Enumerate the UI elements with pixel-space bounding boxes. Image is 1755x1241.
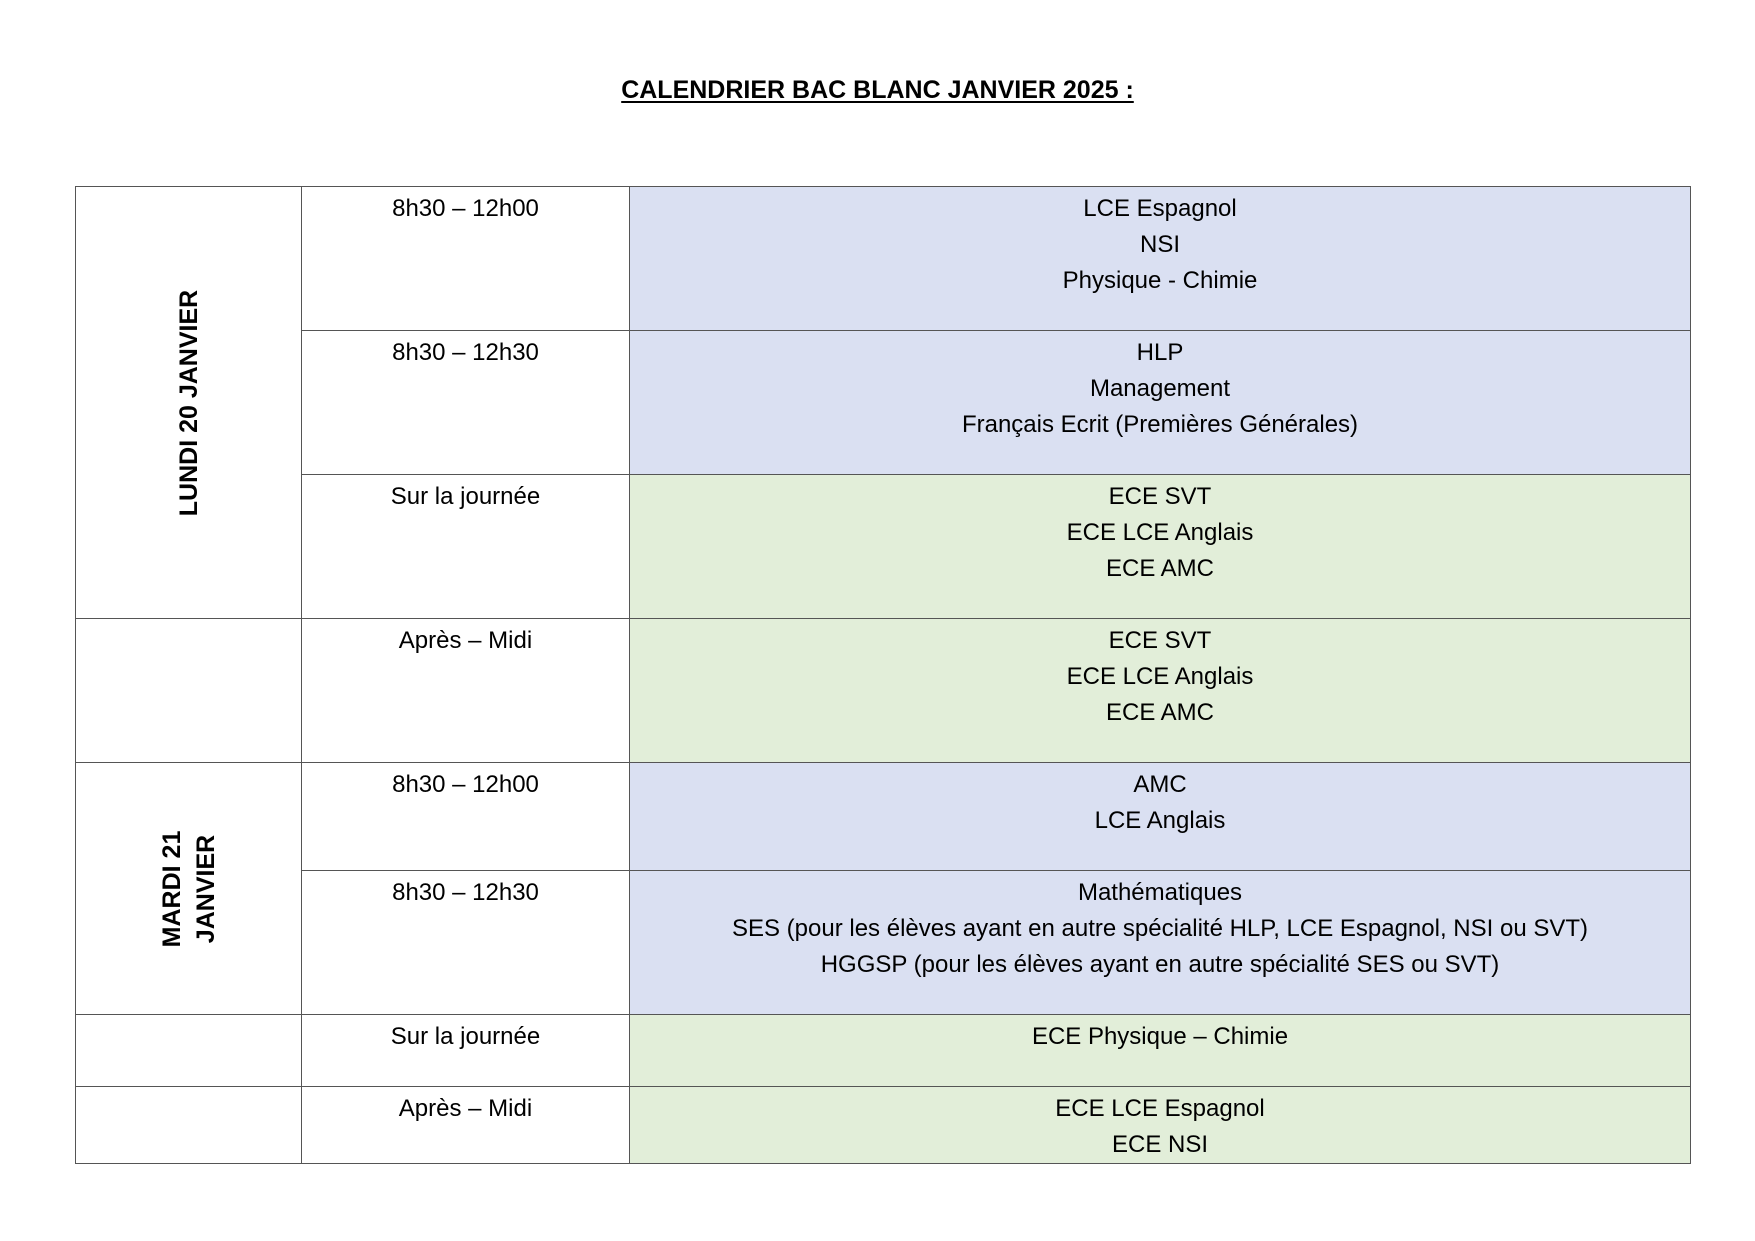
subject: HGGSP (pour les élèves ayant en autre spécialité SES ou SVT) bbox=[820, 951, 1500, 978]
time-cell: Sur la journée bbox=[302, 475, 630, 619]
time-cell: 8h30 – 12h30 bbox=[302, 871, 630, 1015]
table-row bbox=[76, 1087, 1691, 1164]
day-cell-empty bbox=[76, 619, 302, 763]
subject: ECE AMC bbox=[1105, 555, 1215, 582]
subject: ECE Physique – Chimie bbox=[1031, 1023, 1289, 1050]
subjects-cell bbox=[630, 475, 1691, 619]
subject: AMC bbox=[1133, 771, 1187, 798]
day-cell-empty bbox=[76, 1087, 302, 1164]
subject: LCE Espagnol bbox=[1083, 195, 1237, 222]
day-cell-tuesday bbox=[76, 763, 302, 1015]
time-cell: Après – Midi bbox=[302, 619, 630, 763]
subject: Physique - Chimie bbox=[1062, 267, 1258, 294]
subjects-cell bbox=[630, 1087, 1691, 1164]
day-cell-empty bbox=[76, 1015, 302, 1087]
subject: ECE AMC bbox=[1105, 699, 1215, 726]
subjects-cell bbox=[630, 187, 1691, 331]
time-cell: 8h30 – 12h00 bbox=[302, 187, 630, 331]
subject: ECE LCE Anglais bbox=[1066, 663, 1254, 690]
time-cell: 8h30 – 12h30 bbox=[302, 331, 630, 475]
table-row bbox=[76, 619, 1691, 763]
subject: HLP bbox=[1136, 339, 1184, 366]
time-cell: Après – Midi bbox=[302, 1087, 630, 1164]
subject: NSI bbox=[1139, 231, 1180, 258]
subject: Français Ecrit (Premières Générales) bbox=[961, 411, 1359, 438]
subjects-cell bbox=[630, 1015, 1691, 1087]
subjects-cell bbox=[630, 619, 1691, 763]
day-label-tuesday-line1: MARDI 21 bbox=[157, 830, 186, 947]
day-cell-monday bbox=[76, 187, 302, 619]
subject: Mathématiques bbox=[1077, 879, 1243, 906]
subject: SES (pour les élèves ayant en autre spécialité HLP, LCE Espagnol, NSI ou SVT) bbox=[731, 915, 1589, 942]
table-row bbox=[76, 763, 1691, 871]
table-row bbox=[76, 475, 1691, 619]
subject: LCE Anglais bbox=[1094, 807, 1226, 834]
subject: ECE SVT bbox=[1108, 627, 1212, 654]
subject: ECE LCE Anglais bbox=[1066, 519, 1254, 546]
subjects-cell bbox=[630, 331, 1691, 475]
title-text: CALENDRIER BAC BLANC JANVIER 2025 : bbox=[621, 76, 1134, 104]
subject: Management bbox=[1089, 375, 1231, 402]
day-label-monday: LUNDI 20 JANVIER bbox=[174, 289, 203, 516]
subject: ECE NSI bbox=[1111, 1131, 1209, 1158]
table-row bbox=[76, 1015, 1691, 1087]
subjects-cell bbox=[630, 871, 1691, 1015]
time-cell: Sur la journée bbox=[302, 1015, 630, 1087]
day-label-tuesday-line2: JANVIER bbox=[191, 834, 220, 943]
table-row bbox=[76, 871, 1691, 1015]
exam-schedule-table bbox=[75, 186, 1691, 1164]
subject: ECE LCE Espagnol bbox=[1055, 1095, 1265, 1122]
table-row bbox=[76, 331, 1691, 475]
time-cell: 8h30 – 12h00 bbox=[302, 763, 630, 871]
page-title bbox=[0, 76, 1755, 105]
table-row bbox=[76, 187, 1691, 331]
subjects-cell bbox=[630, 763, 1691, 871]
subject: ECE SVT bbox=[1108, 483, 1212, 510]
